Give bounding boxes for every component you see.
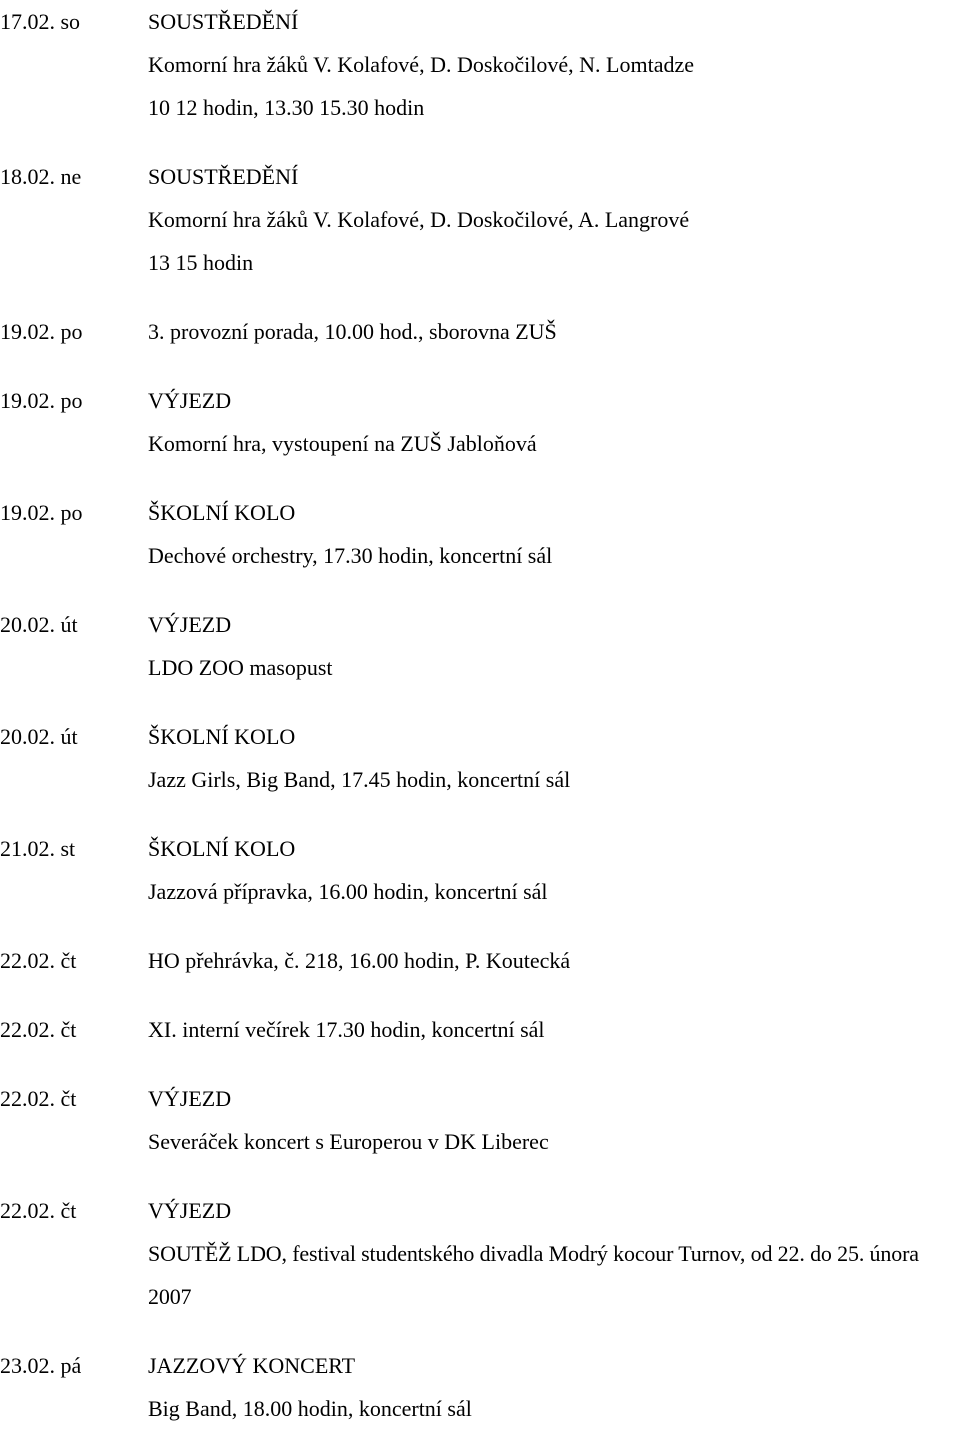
entry-date: 22.02. čt [0, 1086, 77, 1111]
entry-content [148, 715, 960, 801]
entry-detail: Big Band, 18.00 hodin, koncertní sál [148, 1396, 472, 1421]
entry-detail: Komorní hra žáků V. Kolafové, D. Doskočilové, N. Lomtadze [148, 52, 695, 77]
entry-content [148, 1189, 960, 1318]
entry-title: JAZZOVÝ KONCERT [148, 1353, 356, 1378]
entry-time: 13 15 hodin [148, 250, 254, 275]
entry-date: 18.02. ne [0, 164, 82, 189]
entry-title: VÝJEZD [148, 612, 232, 637]
entry-title: 3. provozní porada, 10.00 hod., sborovna ZUŠ [148, 319, 557, 344]
entry-date: 21.02. st [0, 836, 76, 861]
entry-detail: Komorní hra žáků V. Kolafové, D. Doskočilové, A. Langrové [148, 207, 690, 232]
entry-date: 19.02. po [0, 500, 83, 525]
schedule-entry [0, 939, 960, 982]
entry-content [148, 0, 960, 129]
entry-title: VÝJEZD [148, 1198, 232, 1223]
entry-detail: Dechové orchestry, 17.30 hodin, koncertní sál [148, 543, 553, 568]
schedule-entry [0, 0, 960, 129]
entry-time: 10 12 hodin, 13.30 15.30 hodin [148, 95, 425, 120]
entry-detail: LDO ZOO masopust [148, 655, 333, 680]
entry-date: 22.02. čt [0, 1017, 77, 1042]
entry-date: 19.02. po [0, 319, 83, 344]
entry-content [148, 827, 960, 913]
entry-detail: Komorní hra, vystoupení na ZUŠ Jabloňová [148, 431, 537, 456]
entry-content [148, 1077, 960, 1163]
entry-title: ŠKOLNÍ KOLO [148, 836, 296, 861]
entry-detail: Jazzová přípravka, 16.00 hodin, koncertní sál [148, 879, 548, 904]
entry-date: 20.02. út [0, 724, 78, 749]
schedule-entry [0, 1008, 960, 1051]
schedule-entry [0, 1189, 960, 1318]
entry-detail: Severáček koncert s Europerou v DK Liberec [148, 1129, 549, 1154]
entry-content [148, 1344, 960, 1430]
entry-content [148, 491, 960, 577]
schedule-entry [0, 1077, 960, 1163]
schedule-entry [0, 310, 960, 353]
entry-title: SOUSTŘEDĚNÍ [148, 164, 299, 189]
entry-date: 22.02. čt [0, 948, 77, 973]
entry-title: VÝJEZD [148, 1086, 232, 1111]
entry-detail: Jazz Girls, Big Band, 17.45 hodin, koncertní sál [148, 767, 571, 792]
entry-date: 23.02. pá [0, 1353, 82, 1378]
entry-title: SOUSTŘEDĚNÍ [148, 9, 299, 34]
entry-content [148, 939, 960, 982]
entry-content [148, 1008, 960, 1051]
schedule-entry [0, 1344, 960, 1430]
entry-title: VÝJEZD [148, 388, 232, 413]
schedule-entry [0, 491, 960, 577]
entry-title: ŠKOLNÍ KOLO [148, 500, 296, 525]
entry-title: XI. interní večírek 17.30 hodin, koncertní sál [148, 1017, 545, 1042]
entry-date: 22.02. čt [0, 1198, 77, 1223]
entry-content [148, 310, 960, 353]
schedule-entry [0, 155, 960, 284]
schedule-entry [0, 827, 960, 913]
entry-date: 19.02. po [0, 388, 83, 413]
entry-content [148, 603, 960, 689]
entry-detail: SOUTĚŽ LDO, festival studentského divadla Modrý kocour Turnov, od 22. do 25. února 2007 [148, 1241, 919, 1309]
entry-date: 17.02. so [0, 9, 81, 34]
entry-date: 20.02. út [0, 612, 78, 637]
entry-title: HO přehrávka, č. 218, 16.00 hodin, P. Koutecká [148, 948, 571, 973]
schedule-entry [0, 603, 960, 689]
entry-content [148, 155, 960, 284]
entry-title: ŠKOLNÍ KOLO [148, 724, 296, 749]
schedule-entry [0, 379, 960, 465]
schedule-entry [0, 715, 960, 801]
entry-content [148, 379, 960, 465]
